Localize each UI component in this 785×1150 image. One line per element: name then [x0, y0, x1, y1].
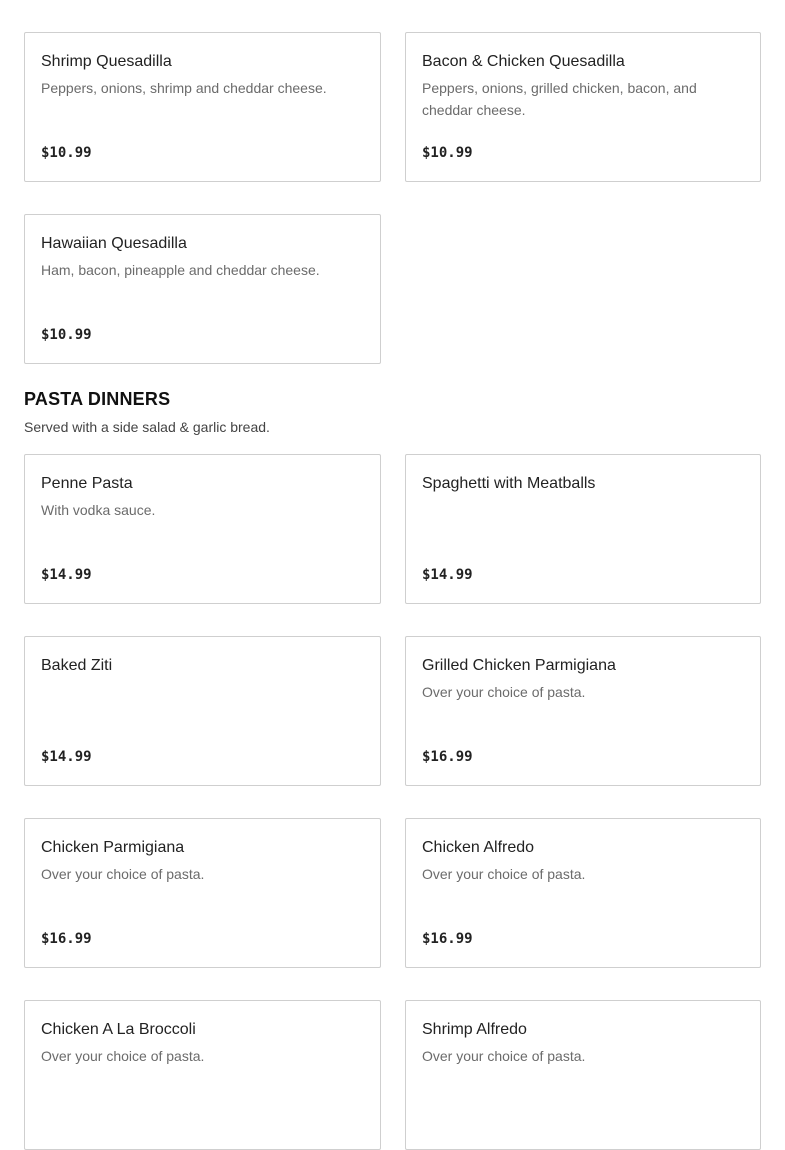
section-title: PASTA DINNERS	[24, 389, 171, 409]
menu-item-price: $10.99	[422, 145, 473, 161]
menu-item-description: With vodka sauce.	[41, 502, 156, 518]
menu-item-card[interactable]	[405, 454, 761, 604]
menu-item-name: Bacon & Chicken Quesadilla	[422, 53, 625, 70]
menu-item-price: $16.99	[422, 749, 473, 765]
menu-item-card[interactable]	[24, 454, 381, 604]
menu-item-card[interactable]	[24, 636, 381, 786]
menu-item-card[interactable]	[405, 1000, 761, 1150]
menu-item-name: Shrimp Alfredo	[422, 1021, 527, 1038]
menu-item-name: Penne Pasta	[41, 475, 133, 492]
menu-item-price: $14.99	[422, 567, 473, 583]
menu-item-description: Over your choice of pasta.	[41, 866, 205, 882]
menu-item-name: Chicken Parmigiana	[41, 839, 185, 856]
section-subtitle: Served with a side salad & garlic bread.	[24, 419, 270, 435]
menu-item-card[interactable]	[405, 818, 761, 968]
menu-item-card[interactable]	[24, 1000, 381, 1150]
menu-item-card[interactable]	[405, 32, 761, 182]
menu-item-description: Ham, bacon, pineapple and cheddar cheese.	[41, 262, 320, 278]
menu-item-description: Over your choice of pasta.	[422, 866, 586, 882]
menu-item-description: Peppers, onions, shrimp and cheddar cheese.	[41, 80, 327, 96]
menu-item-card[interactable]	[24, 214, 381, 364]
menu-item-name: Chicken A La Broccoli	[41, 1021, 196, 1038]
menu-item-price: $14.99	[41, 749, 92, 765]
menu-item-description: Over your choice of pasta.	[41, 1048, 205, 1064]
menu-item-name: Baked Ziti	[41, 657, 113, 674]
menu-item-price: $10.99	[41, 327, 92, 343]
menu-item-name: Shrimp Quesadilla	[41, 53, 172, 70]
menu-item-description: Over your choice of pasta.	[422, 684, 586, 700]
menu-item-description: Peppers, onions, grilled chicken, bacon, and cheddar cheese.	[422, 80, 697, 118]
menu-item-price: $10.99	[41, 145, 92, 161]
menu-item-name: Spaghetti with Meatballs	[422, 475, 596, 492]
menu-item-card[interactable]	[405, 636, 761, 786]
menu-item-name: Chicken Alfredo	[422, 839, 535, 856]
menu-item-card[interactable]	[24, 32, 381, 182]
menu-item-price: $16.99	[41, 931, 92, 947]
menu-item-description: Over your choice of pasta.	[422, 1048, 586, 1064]
menu-item-name: Hawaiian Quesadilla	[41, 235, 187, 252]
menu-item-name: Grilled Chicken Parmigiana	[422, 657, 616, 674]
menu-item-price: $16.99	[422, 931, 473, 947]
menu-item-card[interactable]	[24, 818, 381, 968]
menu-item-price: $14.99	[41, 567, 92, 583]
